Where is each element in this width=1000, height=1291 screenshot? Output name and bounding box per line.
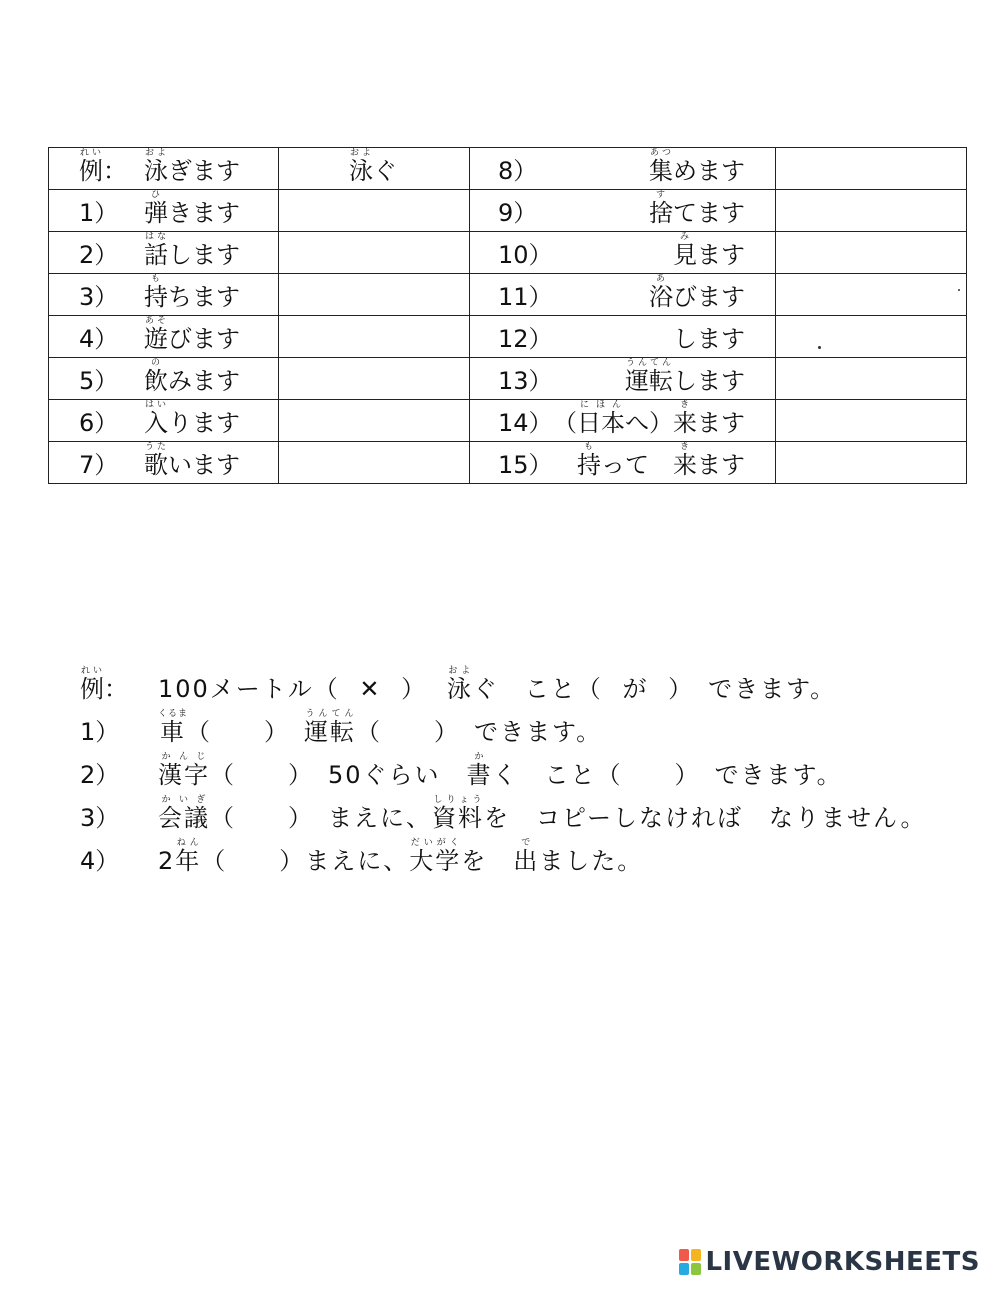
verb-cell — [470, 358, 776, 400]
masu-form: 入はいります — [144, 400, 240, 437]
verb-cell — [470, 400, 776, 442]
answer-cell[interactable] — [279, 316, 470, 358]
dictionary-form: 泳およぐ — [349, 148, 397, 185]
item-number: 1） — [79, 199, 119, 227]
masu-form: 遊あそびます — [144, 316, 240, 353]
item-number: 4） — [80, 847, 120, 875]
answer-cell[interactable] — [279, 358, 470, 400]
item-number: 6） — [79, 409, 119, 437]
item-number: 2） — [80, 761, 120, 789]
answer-cell[interactable] — [776, 400, 967, 442]
masu-form: 見みます — [673, 232, 745, 269]
verb-cell — [49, 232, 279, 274]
verb-cell — [470, 190, 776, 232]
masu-form: 飲のみます — [144, 358, 240, 395]
answer-cell[interactable] — [776, 190, 967, 232]
verb-cell — [470, 232, 776, 274]
masu-form: 持もちます — [144, 274, 240, 311]
answer-cell[interactable] — [776, 274, 967, 316]
sentence-text: 車くるま（ ） 運転うんてん（ ） できます。 — [158, 709, 603, 746]
verb-cell — [49, 190, 279, 232]
stray-dot — [818, 346, 821, 349]
table-row — [49, 442, 967, 484]
masu-form: 話はなします — [144, 232, 240, 269]
masu-form: します — [673, 325, 745, 353]
masu-form: 泳およぎます — [144, 148, 240, 185]
brand-name: LIVEWORKSHEETS — [705, 1247, 980, 1277]
verb-cell — [49, 358, 279, 400]
answer-cell[interactable] — [776, 442, 967, 484]
liveworksheets-logo-icon — [679, 1249, 701, 1275]
item-number: 例れい： — [80, 666, 128, 703]
verb-cell — [49, 442, 279, 484]
sentence-item — [80, 837, 960, 880]
masu-form: 捨すてます — [649, 190, 745, 227]
table-row — [49, 232, 967, 274]
sentence-text: 100メートル（ ✕ ） 泳およぐ こと（ が ） できます。 — [158, 666, 837, 703]
table-row — [49, 190, 967, 232]
item-number: 13） — [498, 367, 553, 395]
answer-cell[interactable] — [279, 232, 470, 274]
item-number: 9） — [498, 199, 538, 227]
item-number: 5） — [79, 367, 119, 395]
item-number: 10） — [498, 241, 553, 269]
sentence-item — [80, 708, 960, 751]
answer-cell[interactable] — [776, 232, 967, 274]
verb-cell — [49, 148, 279, 190]
table-row — [49, 148, 967, 190]
item-number: 3） — [79, 283, 119, 311]
stray-dot — [958, 289, 960, 291]
masu-form: 歌うたいます — [144, 442, 240, 479]
masu-form: 弾ひきます — [144, 190, 240, 227]
sentence-text: 漢字かんじ（ ） 50ぐらい 書かく こと（ ） できます。 — [158, 752, 843, 789]
item-number: 4） — [79, 325, 119, 353]
table-row — [49, 358, 967, 400]
sentence-exercises — [80, 665, 960, 880]
item-number: 15） — [498, 451, 553, 479]
answer-cell[interactable] — [279, 400, 470, 442]
item-number: 11） — [498, 283, 553, 311]
sentence-text: 2年ねん（ ）まえに、大学だいがくを 出でました。 — [158, 838, 644, 875]
answer-cell[interactable] — [279, 190, 470, 232]
answer-cell — [279, 148, 470, 190]
table-row — [49, 400, 967, 442]
sentence-item — [80, 665, 960, 708]
item-number: 例れい： — [79, 148, 127, 185]
verb-cell — [49, 316, 279, 358]
item-number: 3） — [80, 804, 120, 832]
masu-form: 持もって 来きます — [577, 442, 745, 479]
masu-form: 浴あびます — [649, 274, 745, 311]
verb-cell — [470, 274, 776, 316]
conjugation-table — [48, 147, 967, 484]
answer-cell[interactable] — [279, 442, 470, 484]
verb-cell — [49, 274, 279, 316]
liveworksheets-brand[interactable] — [679, 1247, 980, 1277]
answer-cell[interactable] — [776, 148, 967, 190]
item-number: 1） — [80, 718, 120, 746]
item-number: 14） — [498, 409, 553, 437]
verb-cell — [49, 400, 279, 442]
masu-form: 運転うんてんします — [625, 358, 745, 395]
item-number: 8） — [498, 157, 538, 185]
masu-form: 集あつめます — [649, 148, 745, 185]
sentence-text: 会議かいぎ（ ） まえに、資料しりょうを コピーしなければ なりません。 — [158, 795, 927, 832]
verb-cell — [470, 316, 776, 358]
answer-cell[interactable] — [776, 316, 967, 358]
sentence-item — [80, 751, 960, 794]
sentence-item — [80, 794, 960, 837]
item-number: 2） — [79, 241, 119, 269]
answer-cell[interactable] — [776, 358, 967, 400]
item-number: 7） — [79, 451, 119, 479]
item-number: 12） — [498, 325, 553, 353]
table-row — [49, 274, 967, 316]
verb-cell — [470, 148, 776, 190]
answer-cell[interactable] — [279, 274, 470, 316]
table-row — [49, 316, 967, 358]
masu-form: （日本にほんへ）来きます — [553, 400, 745, 437]
verb-cell — [470, 442, 776, 484]
